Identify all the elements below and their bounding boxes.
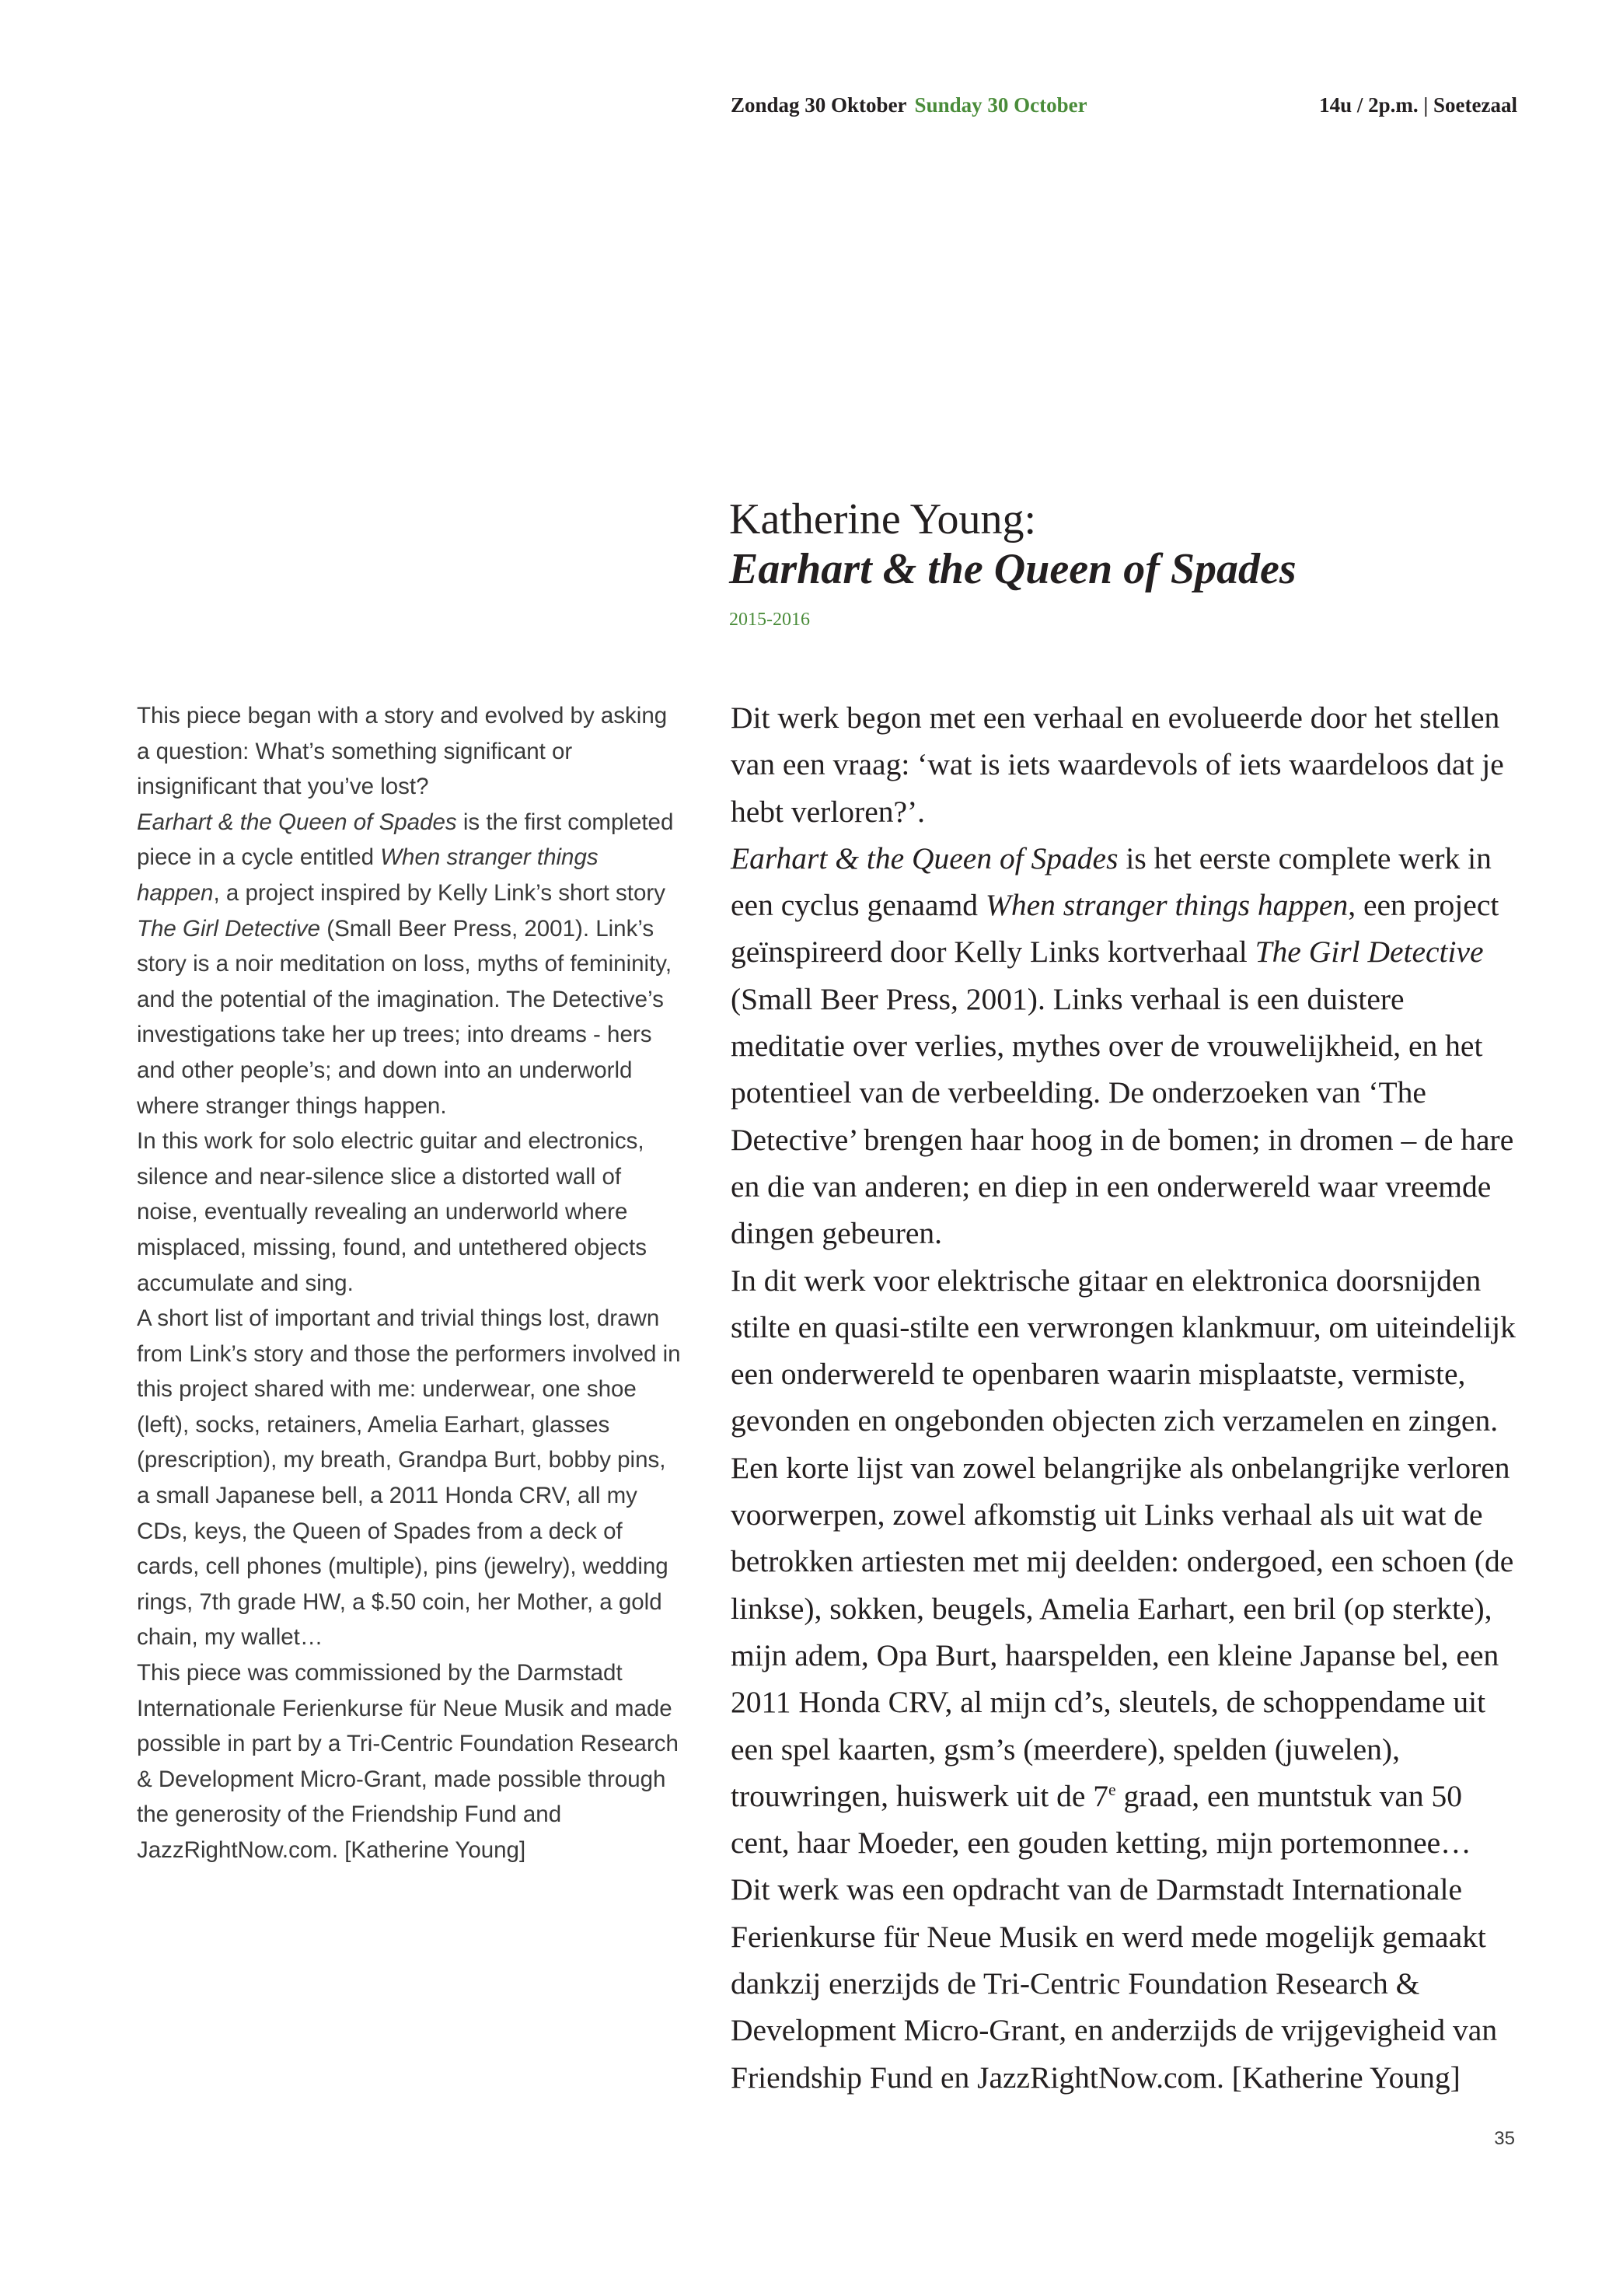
dutch-paragraph-4	[731, 1445, 1516, 1867]
dutch-paragraph-1: Dit werk begon met een verhaal en evolueerde door het stellen van een vraag: ‘wat is iets waardevols of iets waardeloos dat je hebt verloren?’.	[731, 701, 1504, 829]
english-paragraph-2-text-b: , a project inspired by Kelly Link’s short story	[213, 879, 665, 906]
dutch-paragraph-2	[731, 835, 1516, 1257]
title-block	[729, 494, 1506, 631]
header-date-english: Sunday 30 October	[914, 93, 1087, 117]
english-paragraph-2-text-a: is the first completed piece in a cycle entitled	[137, 809, 674, 871]
english-text-column	[137, 698, 681, 1868]
header-date	[731, 93, 1087, 117]
dutch-paragraph-2-text-a: is het eerste complete werk in een cyclus genaamd	[731, 840, 1492, 923]
dutch-paragraph-2-text-c: (Small Beer Press, 2001). Links verhaal is een duistere meditatie over verlies, mythes over de vrouwelijkheid, en het potentieel van de verbeelding. De onderzoeken van ‘The Detective’ brengen haar hoog in de bomen; in dromen – de hare en die van anderen; en diep in een onderwereld waar vreemde dingen gebeuren.	[731, 981, 1514, 1251]
english-paragraph-1: This piece began with a story and evolved by asking a question: What’s something significant or insignificant that you’ve lost?	[137, 703, 668, 800]
ordinal-superscript: e	[1108, 1780, 1116, 1799]
english-story-title: The Girl Detective	[137, 915, 321, 942]
english-paragraph-3: In this work for solo electric guitar and electronics, silence and near-silence slice a distorted wall of noise, eventually revealing an underworld where misplaced, missing, found, and untethered objects accumulate and sing.	[137, 1128, 647, 1296]
dutch-story-title: The Girl Detective	[1255, 935, 1484, 970]
english-work-title: Earhart & the Queen of Spades	[137, 809, 457, 835]
dutch-text-column	[731, 694, 1516, 2101]
english-paragraph-4: A short list of important and trivial things lost, drawn from Link’s story and those the performers involved in this project shared with me: underwear, one shoe (left), socks, retainers, Amelia Earhart, glasses (prescription), my breath, Grandpa Burt, bobby pins, a small Japanese bell, a 2011 Honda CRV, all my CDs, keys, the Queen of Spades from a deck of cards, cell phones (multiple), pins (jewelry), wedding rings, 7th grade HW, a $.50 coin, her Mother, a gold chain, my wallet…	[137, 1305, 681, 1651]
english-cycle-title: When stranger things happen	[137, 844, 599, 906]
dutch-paragraph-4-text-b: graad, een muntstuk van 50 cent, haar Moeder, een gouden ketting, mijn portemonnee…	[731, 1778, 1471, 1861]
dutch-paragraph-5: Dit werk was een opdracht van de Darmstadt Internationale Ferienkurse für Neue Musik en werd mede mogelijk gemaakt dankzij enerzijds de Tri-Centric Foundation Research & Development Micro-Grant, en anderzijds de vrijgevigheid van Friendship Fund en JazzRightNow.com. [Katherine Young]	[731, 1872, 1498, 2095]
english-paragraph-5: This piece was commissioned by the Darmstadt Internationale Ferienkurse für Neue Musik and made possible in part by a Tri-Centric Foundation Research & Development Micro-Grant, made possible through the generosity of the Friendship Fund and JazzRightNow.com. [Katherine Young]	[137, 1660, 679, 1863]
dutch-paragraph-4-text-a: Een korte lijst van zowel belangrijke als onbelangrijke verloren voorwerpen, zowel afkomstig uit Links verhaal als uit wat de betrokken artiesten met mij deelden: ondergoed, een schoen (de linkse), sokken, beugels, Amelia Earhart, een bril (op sterkte), mijn adem, Opa Burt, haarspelden, een kleine Japanse bel, een 2011 Honda CRV, al mijn cd’s, sleutels, de schoppendame uit een spel kaarten, gsm’s (meerdere), spelden (juwelen), trouwringen, huiswerk uit de 7	[731, 1450, 1514, 1813]
dutch-paragraph-3: In dit werk voor elektrische gitaar en elektronica doorsnijden stilte en quasi-stilte een verwrongen klankmuur, om uiteindelijk een onderwereld te openbaren waarin misplaatste, vermiste, gevonden en ongebonden objecten zich verzamelen en zingen.	[731, 1263, 1516, 1438]
composer-name: Katherine Young:	[729, 495, 1037, 543]
page-number: 35	[1494, 2128, 1515, 2149]
english-paragraph-2-text-c: (Small Beer Press, 2001). Link’s story is a noir meditation on loss, myths of femininity, and the potential of the imagination. The Detective’s investigations take her up trees; into dreams - hers and other people’s; and down into an underworld where stranger things happen.	[137, 915, 672, 1119]
english-paragraph-2	[137, 805, 681, 1124]
work-title: Earhart & the Queen of Spades	[729, 545, 1297, 593]
header-time-venue: 14u / 2p.m. | Soetezaal	[1319, 93, 1517, 117]
dutch-cycle-title: When stranger things happen	[985, 888, 1349, 923]
dutch-paragraph-2-text-b: , een project geïnspireerd door Kelly Links kortverhaal	[731, 888, 1499, 970]
work-years: 2015-2016	[729, 610, 810, 630]
header-date-dutch: Zondag 30 Oktober	[731, 93, 907, 117]
dutch-work-title: Earhart & the Queen of Spades	[731, 840, 1119, 875]
